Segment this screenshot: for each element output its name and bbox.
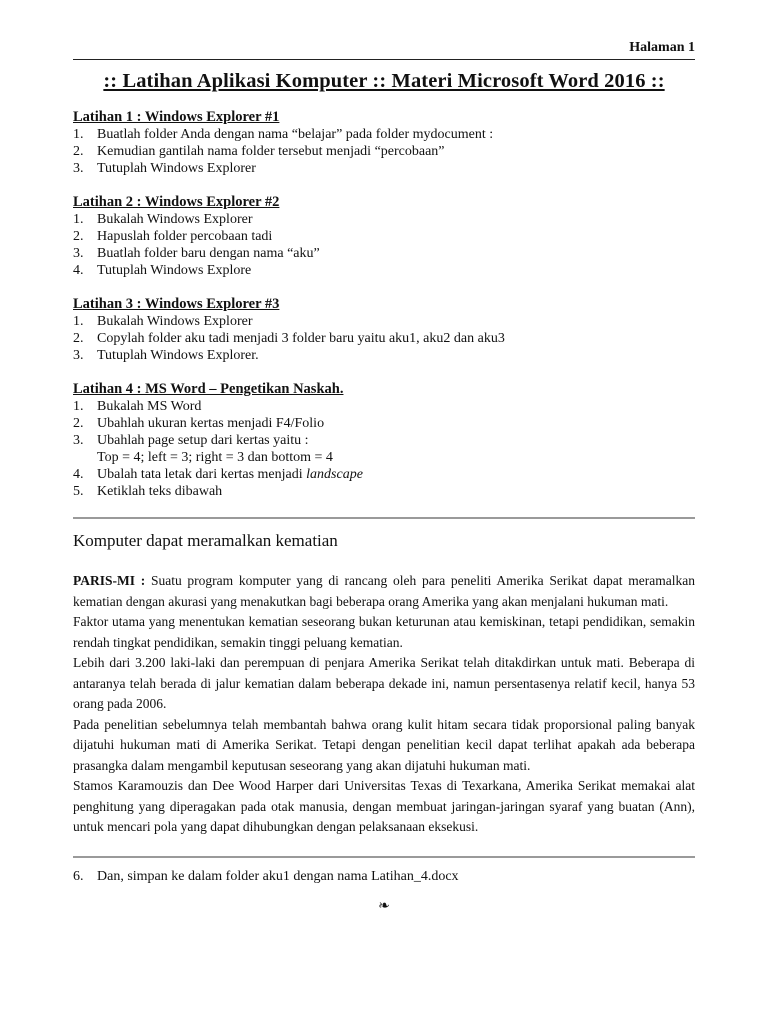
step-text: Tutuplah Windows Explorer. — [97, 348, 259, 363]
exercise-step — [73, 483, 695, 500]
exercise-section — [73, 109, 695, 177]
exercise-title: Latihan 4 : MS Word – Pengetikan Naskah. — [73, 381, 344, 397]
exercise-title: Latihan 3 : Windows Explorer #3 — [73, 296, 280, 312]
exercise-step — [73, 415, 695, 432]
exercise-step — [73, 432, 695, 466]
exercise-steps — [73, 313, 695, 364]
article-paragraph: Faktor utama yang menentukan kematian seseorang bukan keturunan atau kemiskinan, tetapi pendidikan, semakin rendah tingkat pendidikan, semakin tinggi peluang kematian. — [73, 614, 695, 650]
step-text: Tutuplah Windows Explore — [97, 263, 252, 278]
step-text: Ketiklah teks dibawah — [97, 484, 223, 499]
article-paragraph: PARIS-MI : Suatu program komputer yang di rancang oleh para peneliti Amerika Serikat dapat meramalkan kematian dengan akurasi yang menakutkan bagi beberapa orang Amerika yang akan menjalani hukuman mati. — [73, 573, 695, 609]
final-step — [73, 868, 695, 885]
step-number: 1. — [73, 314, 84, 329]
page-header — [73, 40, 695, 60]
exercise-section — [73, 296, 695, 364]
step-number: 3. — [73, 433, 84, 448]
exercise-step — [73, 398, 695, 415]
article-paragraph: Lebih dari 3.200 laki-laki dan perempuan di penjara Amerika Serikat telah ditakdirkan untuk mati. Beberapa di antaranya telah berada di jalur kematian dalam beberapa dekade ini, namun persentasenya relatif kecil, hanya 53 orang pada 2006. — [73, 655, 695, 711]
fleuron-ornament-icon: ❧ — [378, 898, 390, 914]
page-number-label: Halaman 1 — [629, 40, 695, 55]
step-text: Buatlah folder Anda dengan nama “belajar” pada folder mydocument : — [97, 127, 494, 142]
step-text: Ubahlah page setup dari kertas yaitu : — [97, 433, 309, 448]
document-title: :: Latihan Aplikasi Komputer :: Materi Microsoft Word 2016 :: — [103, 70, 665, 92]
step-number: 2. — [73, 144, 84, 159]
exercise-step — [73, 466, 695, 483]
document-page — [73, 40, 695, 915]
section-divider-bottom — [73, 856, 695, 858]
exercise-step — [73, 143, 695, 160]
step-number: 5. — [73, 484, 84, 499]
article-paragraph: Stamos Karamouzis dan Dee Wood Harper dari Universitas Texas di Texarkana, Amerika Serikat memakai alat penghitung yang diperagakan pada otak manusia, dengan membuat jaringan-jaringan syaraf yang buatan (Ann), untuk mencari pola yang dapat dihubungkan dengan pelaksanaan eksekusi. — [73, 778, 695, 834]
exercise-steps — [73, 398, 695, 500]
step-number: 3. — [73, 161, 84, 176]
step-number: 1. — [73, 212, 84, 227]
exercise-step — [73, 160, 695, 177]
exercise-step — [73, 126, 695, 143]
step-text: Bukalah Windows Explorer — [97, 314, 253, 329]
exercise-sections — [73, 109, 695, 500]
article — [73, 531, 695, 838]
exercise-step — [73, 228, 695, 245]
step-number: 4. — [73, 263, 84, 278]
step-number: 4. — [73, 467, 84, 482]
section-divider-top — [73, 517, 695, 519]
exercise-steps — [73, 211, 695, 279]
article-dateline: PARIS-MI : — [73, 573, 146, 588]
step-text: Tutuplah Windows Explorer — [97, 161, 256, 176]
step-number: 3. — [73, 246, 84, 261]
exercise-step — [73, 347, 695, 364]
exercise-title: Latihan 2 : Windows Explorer #2 — [73, 194, 280, 210]
step-text: Ubalah tata letak dari kertas menjadi — [97, 467, 307, 482]
step-number: 1. — [73, 399, 84, 414]
exercise-step — [73, 262, 695, 279]
step-number: 2. — [73, 331, 84, 346]
step-text: Bukalah MS Word — [97, 399, 202, 414]
article-paragraph: Pada penelitian sebelumnya telah membantah bahwa orang kulit hitam secara tidak proporsional paling banyak dijatuhi hukuman mati di Amerika Serikat. Tetapi dengan penelitian kecil dapat terlihat apakah ada beberapa prasangka dalam mengambil keputusan seseorang yang akan dijatuhi hukuman mati. — [73, 716, 695, 773]
step-text: Hapuslah folder percobaan tadi — [97, 229, 273, 244]
exercise-title: Latihan 1 : Windows Explorer #1 — [73, 109, 280, 125]
step-text: Copylah folder aku tadi menjadi 3 folder baru yaitu aku1, aku2 dan aku3 — [97, 331, 505, 346]
exercise-section — [73, 381, 695, 500]
step-text: Buatlah folder baru dengan nama “aku” — [97, 246, 320, 261]
step-text: Ubahlah ukuran kertas menjadi F4/Folio — [97, 416, 325, 431]
step-number: 2. — [73, 229, 84, 244]
exercise-step — [73, 330, 695, 347]
exercise-step — [73, 313, 695, 330]
exercise-steps — [73, 126, 695, 177]
exercise-section — [73, 194, 695, 279]
step-subtext: Top = 4; left = 3; right = 3 dan bottom = 4 — [97, 450, 333, 465]
step-number: 1. — [73, 127, 84, 142]
article-title: Komputer dapat meramalkan kematian — [73, 531, 338, 550]
final-step-number: 6. — [73, 868, 84, 884]
exercise-step — [73, 211, 695, 228]
final-step-text: Dan, simpan ke dalam folder aku1 dengan nama Latihan_4.docx — [97, 868, 459, 884]
step-text: Kemudian gantilah nama folder tersebut menjadi “percobaan” — [97, 144, 445, 159]
exercise-step — [73, 245, 695, 262]
step-number: 3. — [73, 348, 84, 363]
step-text: Bukalah Windows Explorer — [97, 212, 253, 227]
step-text-emphasis: landscape — [306, 467, 363, 482]
step-number: 2. — [73, 416, 84, 431]
